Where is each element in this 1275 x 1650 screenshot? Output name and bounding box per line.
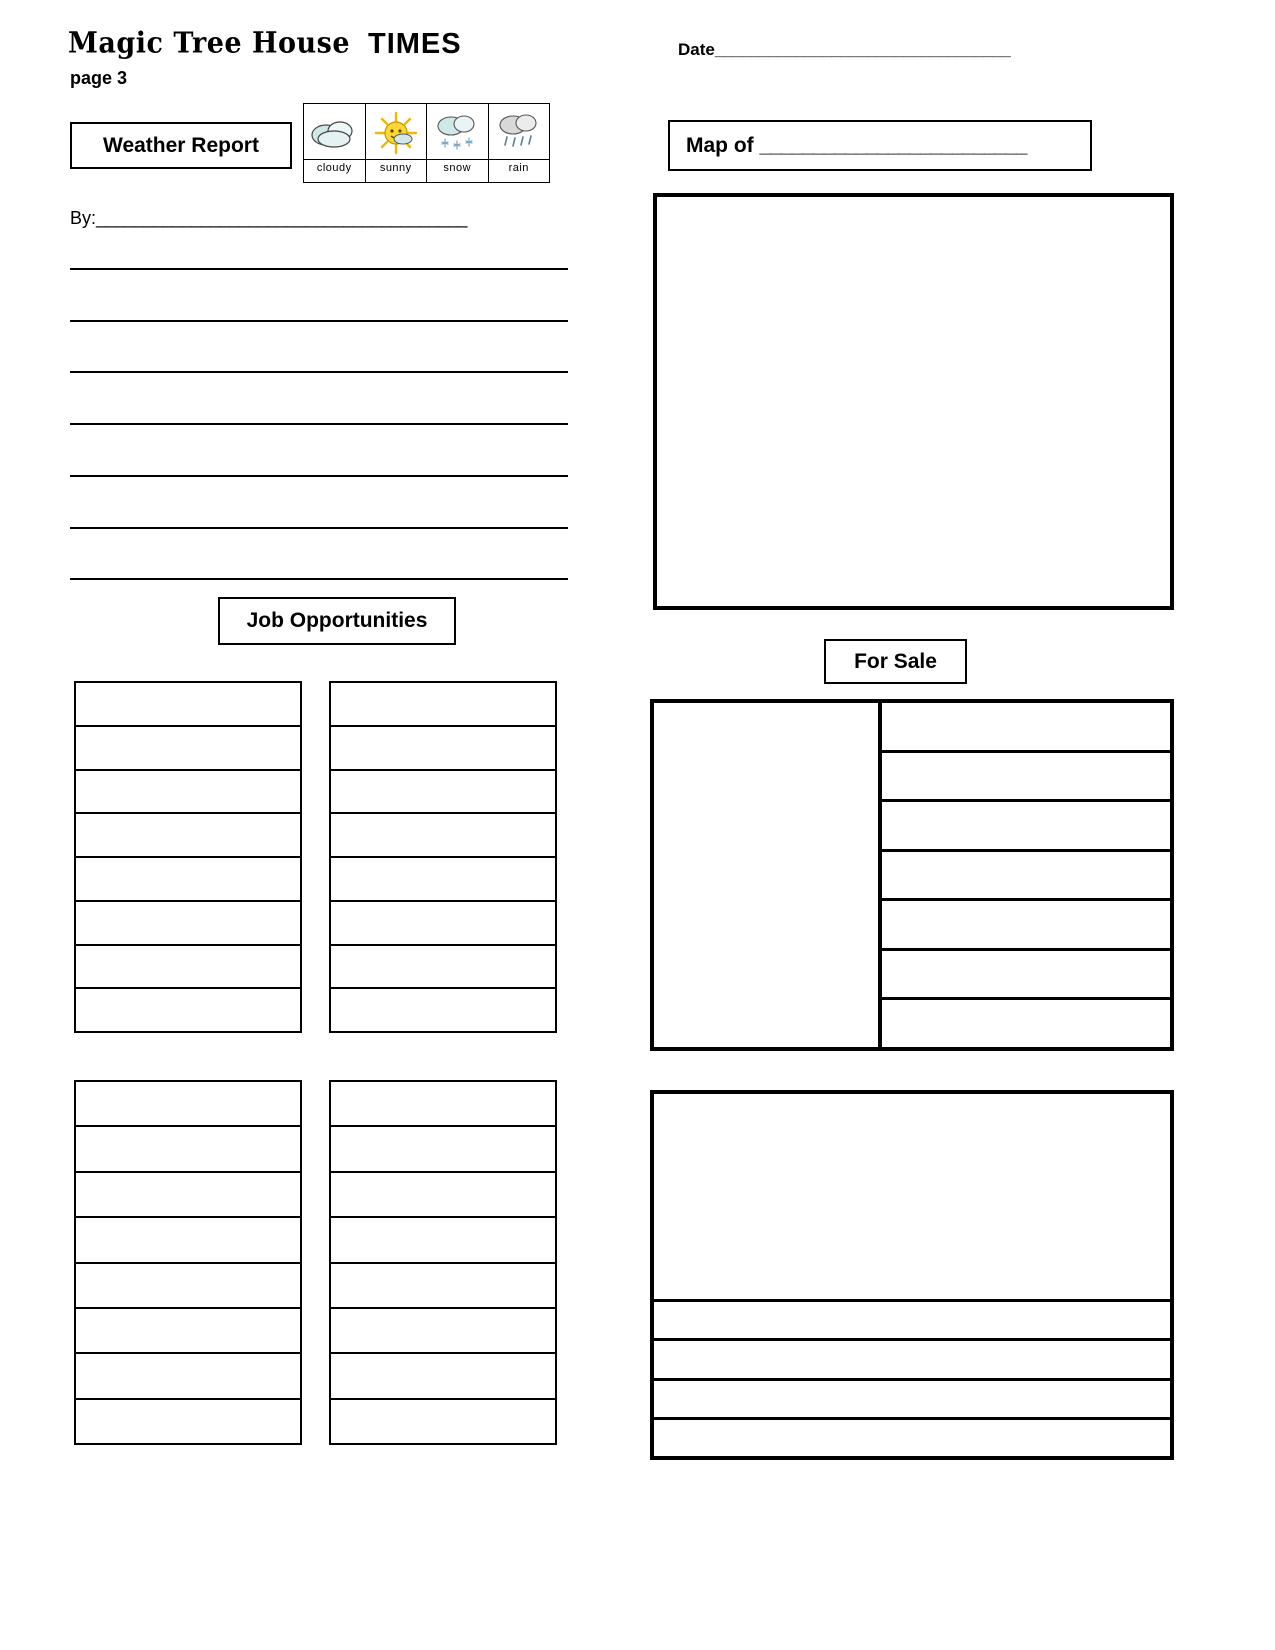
job-ad-line[interactable] [76, 1309, 300, 1354]
job-ad-line[interactable] [331, 814, 555, 858]
map-drawing-area[interactable] [653, 193, 1174, 610]
for-sale-section[interactable] [650, 699, 1174, 1051]
cloudy-icon [304, 107, 365, 159]
job-ad-line[interactable] [76, 727, 300, 771]
job-ad-line[interactable] [76, 771, 300, 815]
weather-writing-line[interactable] [70, 527, 568, 529]
job-ad-line[interactable] [76, 902, 300, 946]
advertisement-line[interactable] [654, 1341, 1170, 1380]
job-ad-line[interactable] [331, 1082, 555, 1127]
job-ad-line[interactable] [76, 1354, 300, 1399]
job-ad-line[interactable] [76, 989, 300, 1031]
weather-legend-label: sunny [366, 159, 427, 175]
advertisement-line[interactable] [654, 1381, 1170, 1420]
masthead-title-times: TIMES [368, 28, 462, 60]
masthead-title-script: Magic Tree House [68, 26, 350, 60]
job-ad-line[interactable] [76, 858, 300, 902]
job-ad-line[interactable] [331, 727, 555, 771]
for-sale-line[interactable] [882, 703, 1170, 753]
weather-legend-label: cloudy [304, 159, 365, 175]
job-opportunities-heading: Job Opportunities [218, 597, 456, 645]
job-ad-line[interactable] [76, 1218, 300, 1263]
page-number: page 3 [70, 68, 128, 88]
rain-icon [489, 107, 550, 159]
job-ad-line[interactable] [76, 1082, 300, 1127]
job-ad-line[interactable] [331, 858, 555, 902]
for-sale-text-lines[interactable] [882, 703, 1170, 1047]
for-sale-line[interactable] [882, 802, 1170, 852]
advertisement-line[interactable] [654, 1420, 1170, 1456]
for-sale-line[interactable] [882, 901, 1170, 951]
weather-legend-label: snow [427, 159, 488, 175]
weather-writing-line[interactable] [70, 371, 568, 373]
weather-legend-cell-cloudy [304, 104, 366, 182]
weather-writing-line[interactable] [70, 268, 568, 270]
for-sale-line[interactable] [882, 753, 1170, 803]
byline-blank-rule: _______________________________________ [96, 208, 467, 228]
weather-legend-label: rain [489, 159, 550, 175]
job-ad-line[interactable] [331, 1309, 555, 1354]
job-ad-line[interactable] [331, 946, 555, 990]
for-sale-picture-area[interactable] [654, 703, 882, 1047]
weather-legend-cell-snow [427, 104, 489, 182]
job-ad-line[interactable] [331, 902, 555, 946]
job-ad-line[interactable] [331, 1354, 555, 1399]
sunny-icon [366, 107, 427, 159]
date-field[interactable] [678, 40, 1010, 60]
for-sale-heading: For Sale [824, 639, 967, 684]
advertisement-section[interactable] [650, 1090, 1174, 1460]
job-ad-line[interactable] [76, 683, 300, 727]
map-heading-label: Map of [686, 133, 754, 157]
job-ad-line[interactable] [331, 683, 555, 727]
map-heading[interactable] [668, 120, 1092, 171]
job-ad-line[interactable] [331, 1218, 555, 1263]
job-ad-line[interactable] [76, 1173, 300, 1218]
weather-report-heading: Weather Report [70, 122, 292, 169]
weather-writing-line[interactable] [70, 475, 568, 477]
advertisement-picture-area[interactable] [654, 1094, 1170, 1302]
weather-legend-cell-sunny [366, 104, 428, 182]
weather-writing-line[interactable] [70, 320, 568, 322]
job-ad-line[interactable] [76, 1264, 300, 1309]
job-ad-line[interactable] [331, 989, 555, 1031]
snow-icon [427, 107, 488, 159]
job-ad-line[interactable] [76, 1127, 300, 1172]
date-label: Date [678, 40, 715, 59]
job-ad-box-4[interactable] [329, 1080, 557, 1445]
weather-icon-legend [303, 103, 550, 183]
for-sale-line[interactable] [882, 951, 1170, 1001]
date-blank-rule: _________________________________ [714, 40, 1011, 59]
job-ad-line[interactable] [331, 1400, 555, 1443]
job-ad-line[interactable] [331, 771, 555, 815]
job-ad-box-3[interactable] [74, 1080, 302, 1445]
job-ad-line[interactable] [76, 946, 300, 990]
weather-byline[interactable] [70, 208, 467, 229]
weather-legend-cell-rain [489, 104, 550, 182]
job-ad-line[interactable] [76, 814, 300, 858]
weather-writing-line[interactable] [70, 578, 568, 580]
advertisement-line[interactable] [654, 1302, 1170, 1341]
map-heading-blank-rule: _________________________ [759, 133, 1027, 157]
job-ad-line[interactable] [331, 1173, 555, 1218]
masthead [68, 28, 462, 61]
weather-writing-line[interactable] [70, 423, 568, 425]
job-ad-box-1[interactable] [74, 681, 302, 1033]
job-ad-line[interactable] [331, 1264, 555, 1309]
job-ad-box-2[interactable] [329, 681, 557, 1033]
job-ad-line[interactable] [331, 1127, 555, 1172]
for-sale-line[interactable] [882, 1000, 1170, 1047]
byline-label: By: [70, 208, 97, 228]
job-ad-line[interactable] [76, 1400, 300, 1443]
for-sale-line[interactable] [882, 852, 1170, 902]
